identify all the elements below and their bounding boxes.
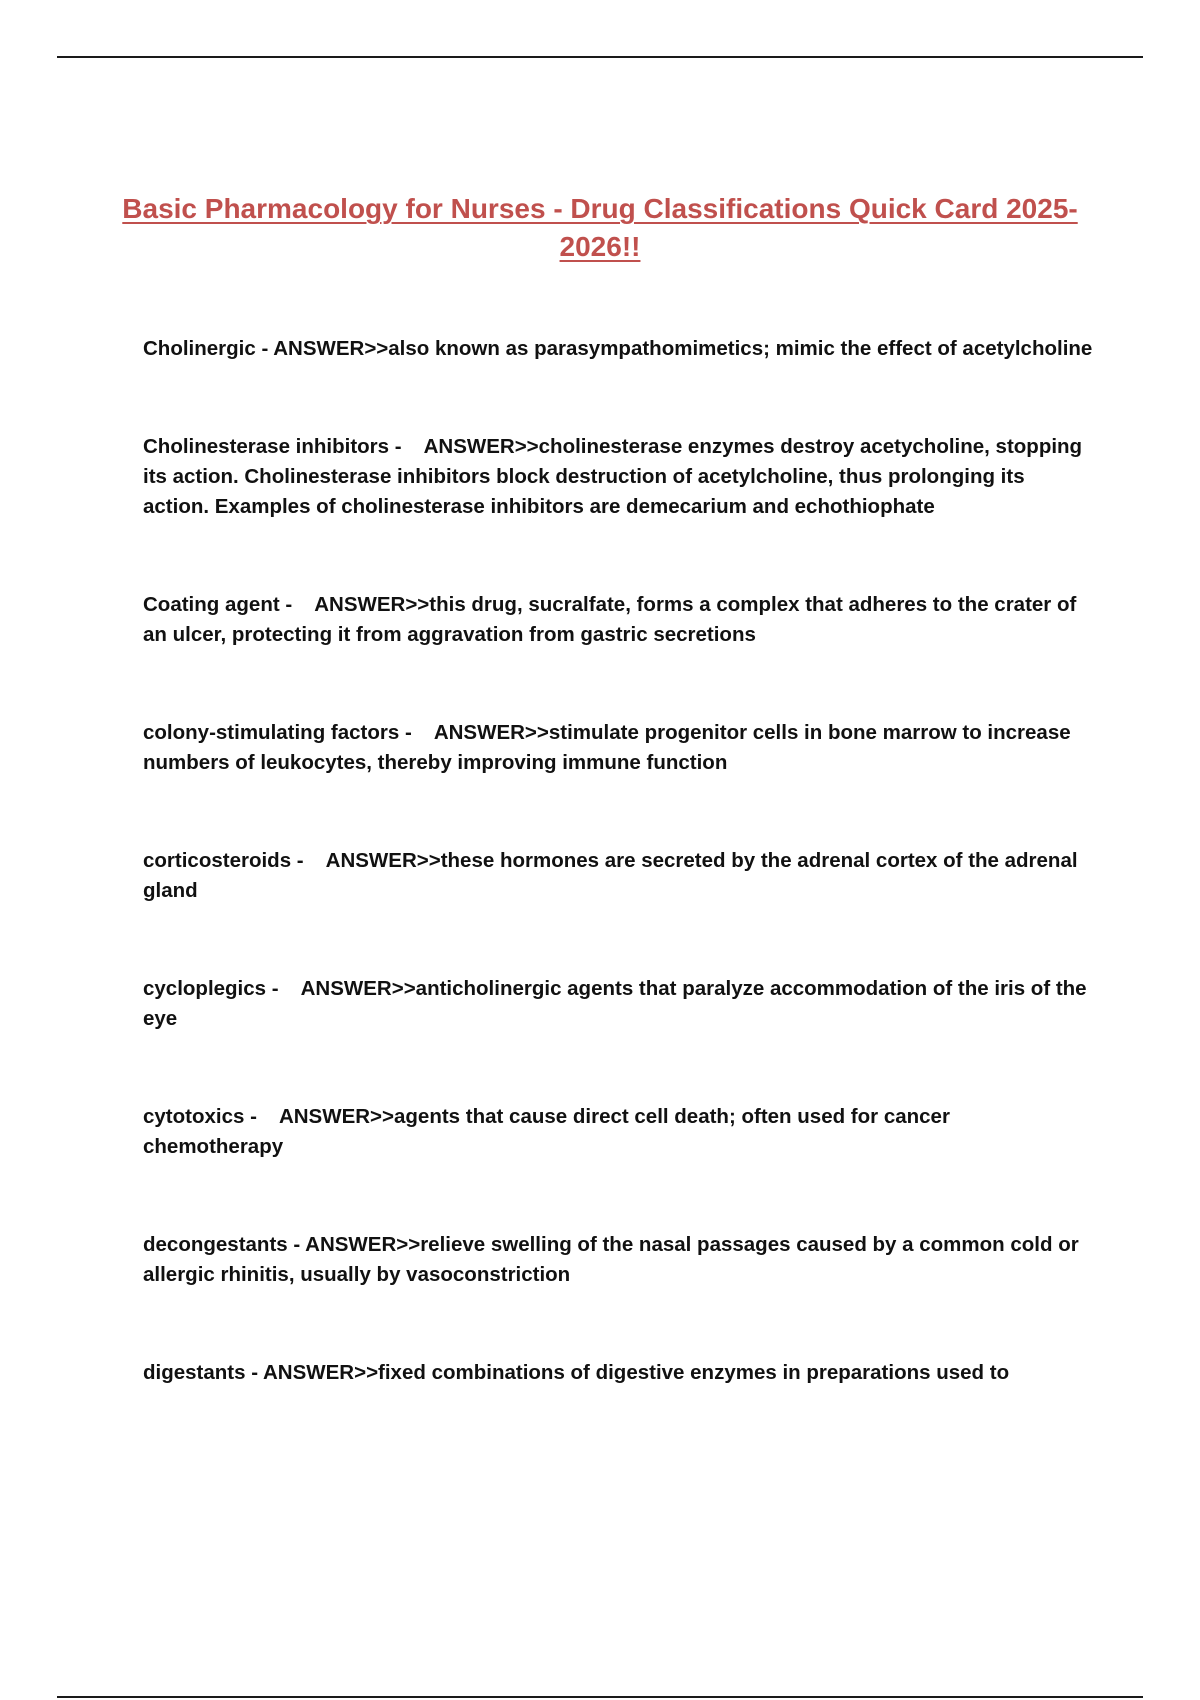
entry-cholinergic xyxy=(143,334,1093,364)
entry-answer: ANSWER>>stimulate progenitor cells in bone marrow to increase numbers of leukocytes, thereby improving immune function xyxy=(143,721,1077,774)
entry-answer: ANSWER>>fixed combinations of digestive enzymes in preparations used to xyxy=(262,1361,1010,1384)
entry-answer: ANSWER>>these hormones are secreted by the adrenal cortex of the adrenal gland xyxy=(143,849,1084,902)
entry-answer: ANSWER>>anticholinergic agents that paralyze accommodation of the iris of the eye xyxy=(143,977,1093,1030)
entry-decongestants xyxy=(143,1230,1093,1290)
entry-answer: ANSWER>>this drug, sucralfate, forms a complex that adheres to the crater of an ulcer, protecting it from aggravation from gastric secretions xyxy=(143,593,1083,646)
document-title: Basic Pharmacology for Nurses - Drug Classifications Quick Card 2025-2026!! xyxy=(122,193,1078,262)
entry-term: decongestants - xyxy=(143,1233,306,1256)
entry-cholinesterase-inhibitors xyxy=(143,432,1093,522)
entry-corticosteroids xyxy=(143,846,1093,906)
entry-term: Cholinesterase inhibitors - xyxy=(143,435,424,458)
entry-answer: ANSWER>>also known as parasympathomimetics; mimic the effect of acetylcholine xyxy=(273,337,1093,360)
entry-term: Cholinergic - xyxy=(143,337,274,360)
entry-coating-agent xyxy=(143,590,1093,650)
entry-term: digestants - xyxy=(143,1361,263,1384)
entry-answer: ANSWER>>cholinesterase enzymes destroy acetycholine, stopping its action. Cholinesterase inhibitors block destruction of acetylcholine, thus prolonging its action. Examples of cholinesterase inhibitors are demecarium and echothiophate xyxy=(143,435,1088,518)
bottom-rule xyxy=(57,1696,1143,1698)
flashcard-list xyxy=(143,334,1093,1388)
entry-term: corticosteroids - xyxy=(143,849,326,872)
entry-term: cytotoxics - xyxy=(143,1105,279,1128)
entry-term: colony-stimulating factors - xyxy=(143,721,434,744)
entry-answer: ANSWER>>relieve swelling of the nasal passages caused by a common cold or allergic rhinitis, usually by vasoconstriction xyxy=(143,1233,1085,1286)
entry-term: Coating agent - xyxy=(143,593,315,616)
entry-answer: ANSWER>>agents that cause direct cell death; often used for cancer chemotherapy xyxy=(143,1105,956,1158)
top-rule xyxy=(57,56,1143,58)
entry-digestants xyxy=(143,1358,1093,1388)
entry-cytotoxics xyxy=(143,1102,1093,1162)
entry-term: cycloplegics - xyxy=(143,977,301,1000)
entry-colony-stimulating-factors xyxy=(143,718,1093,778)
entry-cycloplegics xyxy=(143,974,1093,1034)
